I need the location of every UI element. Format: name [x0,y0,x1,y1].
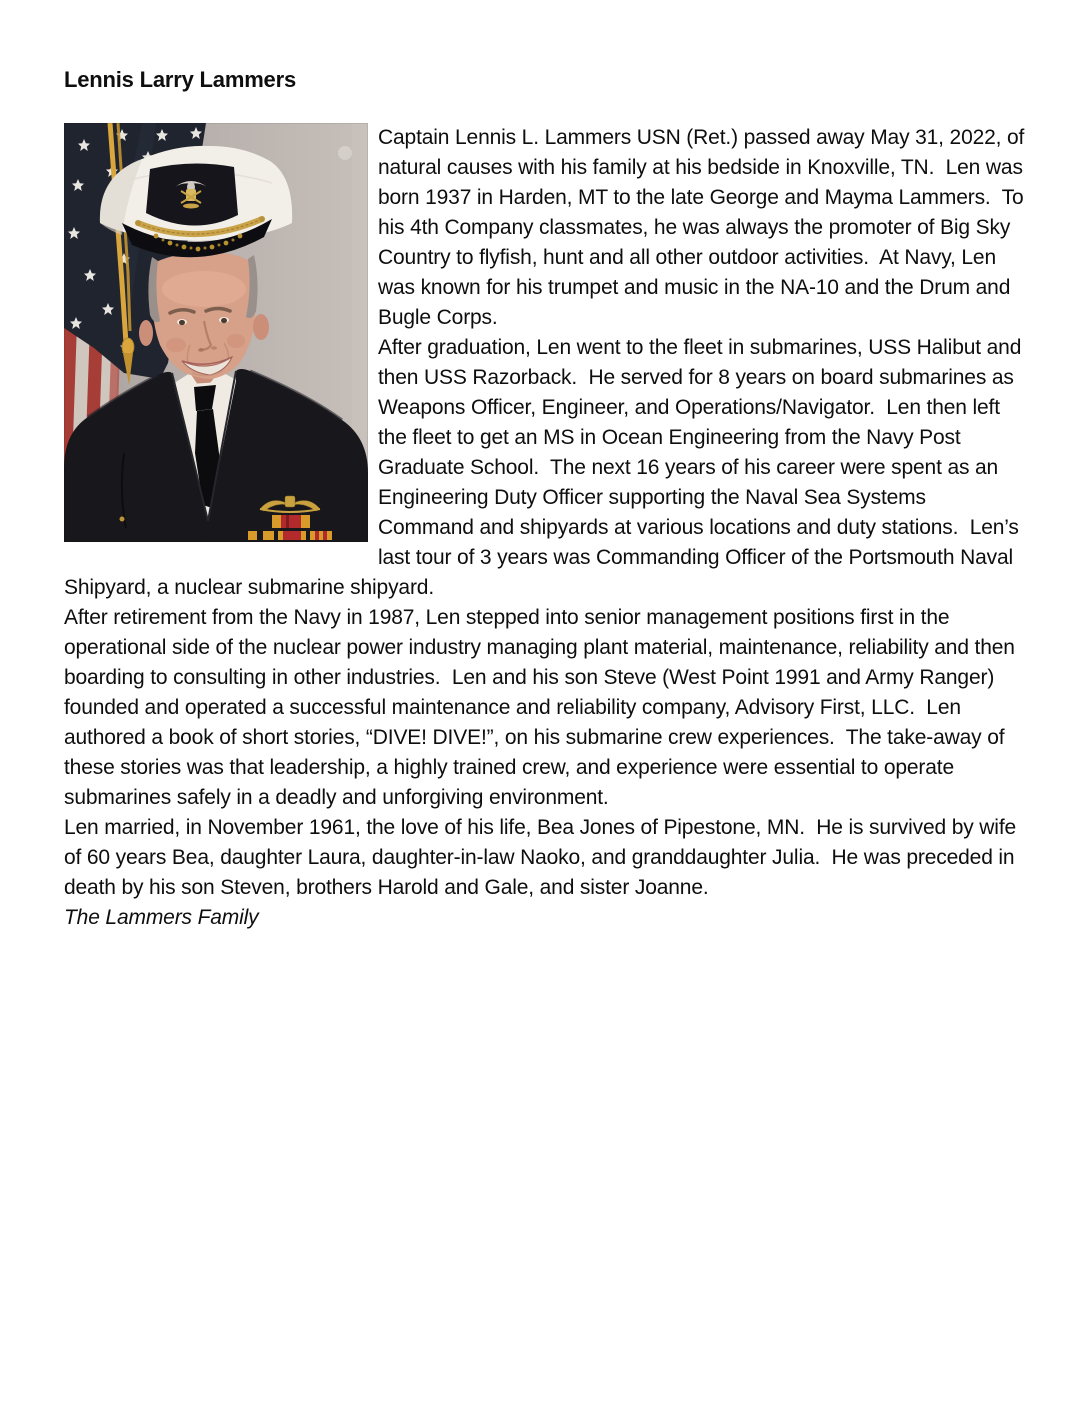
obituary-paragraph: After graduation, Len went to the fleet in submarines, USS Halibut and then USS Razorback. He served for 8 years on board submarines as Weapons Officer, Engineer, and Operations/Navigator. Len then left the fleet to get an MS in Ocean Engineering from the Navy Post Graduate School. The next 16 years of his career were spent as an Engineering Duty Officer supporting the Naval Sea Systems Command and shipyards at various locations and duty stations. Len’s last tour of 3 years was Commanding Officer of the Portsmouth Naval Shipyard, a nuclear submarine shipyard. [64,336,1027,599]
obituary-paragraph: After retirement from the Navy in 1987, Len stepped into senior management positions first in the operational side of the nuclear power industry managing plant material, maintenance, reliability and then boarding to consulting in other industries. Len and his son Steve (West Point 1991 and Army Ranger) founded and operated a successful maintenance and reliability company, Advisory First, LLC. Len authored a book of short stories, “DIVE! DIVE!”, on his submarine crew experiences. The take-away of these stories was that leadership, a highly trained crew, and experience were essential to operate submarines safely in a deadly and unforgiving environment. [64,606,1021,809]
page-title: Lennis Larry Lammers [64,67,296,92]
obituary-paragraph: Captain Lennis L. Lammers USN (Ret.) passed away May 31, 2022, of natural causes with his family at his bedside in Knoxville, TN. Len was born 1937 in Harden, MT to the late George and Mayma Lammers. To his 4th Company classmates, he was always the promoter of Big Sky Country to flyfish, hunt and all other outdoor activities. At Navy, Len was known for his trumpet and music in the NA-10 and the Drum and Bugle Corps. [378,126,1030,329]
portrait-photo [64,123,368,542]
signature-line: The Lammers Family [64,906,259,929]
obituary-body [64,123,1030,933]
obituary-paragraph: Len married, in November 1961, the love of his life, Bea Jones of Pipestone, MN. He is survived by wife of 60 years Bea, daughter Laura, daughter-in-law Naoko, and granddaughter Julia. He was preceded in death by his son Steven, brothers Harold and Gale, and sister Joanne. [64,816,1022,899]
